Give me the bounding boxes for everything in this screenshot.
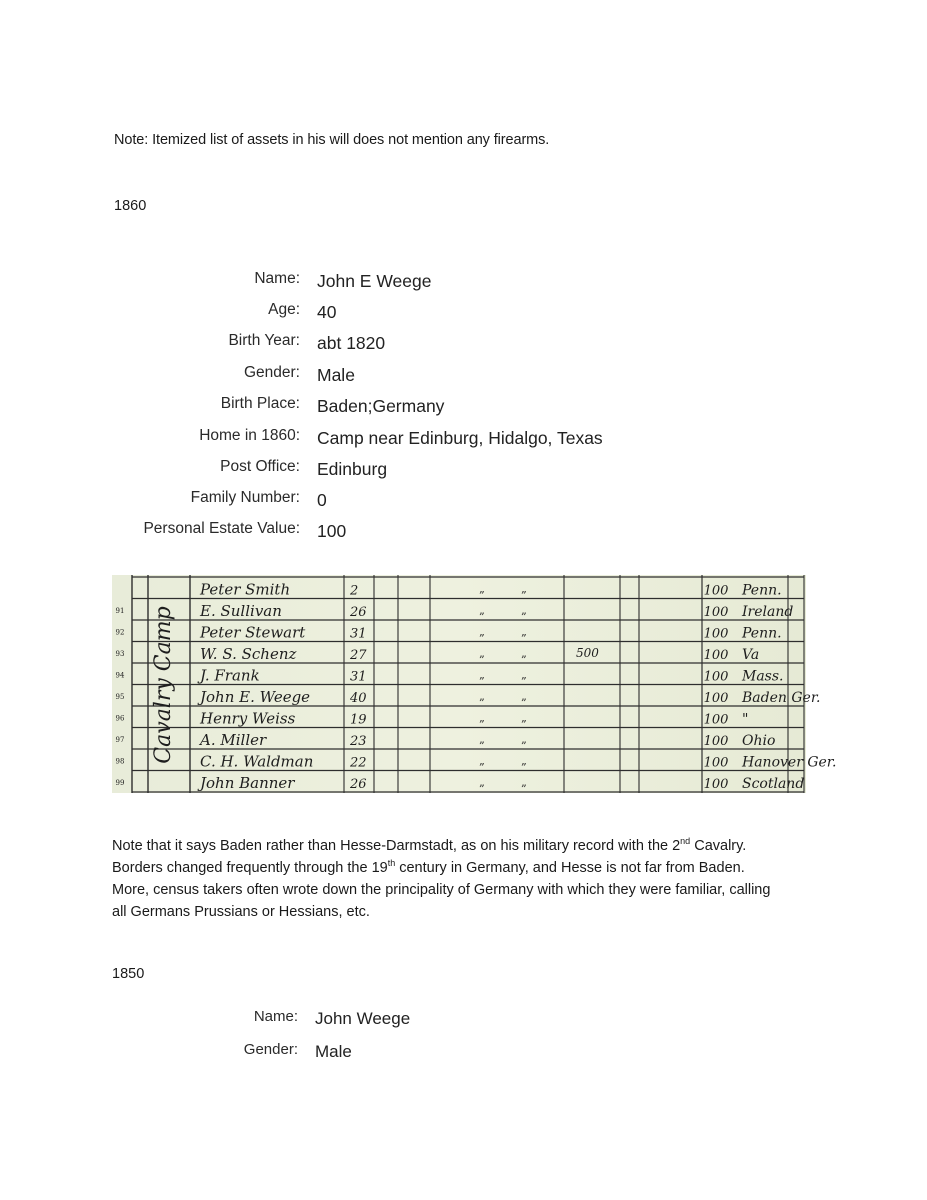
ledger-name-entry: Peter Smith <box>200 580 291 599</box>
ledger-birthplace-entry: Penn. <box>742 625 782 642</box>
ledger-value-entry: 100 <box>703 755 729 771</box>
ledger-ditto-mark: „ <box>521 690 527 703</box>
record-row-gender <box>100 364 660 386</box>
ledger-ditto-mark: „ <box>521 776 527 789</box>
record-row-family-number <box>100 489 660 511</box>
ledger-age-entry: 26 <box>350 605 367 620</box>
record-label: Family Number: <box>190 489 300 506</box>
record-row-home <box>100 427 660 449</box>
ledger-age-entry: 19 <box>350 712 367 728</box>
record-value: Edinburg <box>317 459 388 479</box>
record-label: Name: <box>253 1008 298 1025</box>
ledger-birthplace-entry: Penn. <box>742 582 782 599</box>
record-value: John Weege <box>315 1009 411 1028</box>
ledger-value-entry: 100 <box>703 734 729 749</box>
ledger-ditto-mark: „ <box>521 647 527 660</box>
ledger-line-number: 96 <box>115 714 125 723</box>
ledger-name-entry: Peter Stewart <box>200 623 306 642</box>
ledger-ditto-mark: „ <box>521 754 527 768</box>
year-heading-1850: 1850 <box>112 966 145 982</box>
ledger-age-entry: 27 <box>350 648 367 663</box>
paragraph-text: Borders changed frequently through the 19 <box>112 860 388 876</box>
ledger-value-entry: 100 <box>703 626 729 642</box>
record-row-birth-year <box>100 332 660 354</box>
paragraph-text: century in Germany, and Hesse is not far from Baden. <box>395 860 745 876</box>
ledger-value-entry: 100 <box>703 777 729 792</box>
ledger-line-number: 97 <box>115 736 125 744</box>
record-label: Birth Place: <box>220 395 300 412</box>
ledger-ditto-mark: „ <box>479 690 485 703</box>
ledger-age-entry: 40 <box>350 691 367 706</box>
record-row-age <box>100 301 660 323</box>
ledger-name-entry: E. Sullivan <box>200 602 282 620</box>
paragraph-text: Note that it says Baden rather than Hesse-Darmstadt, as on his military record with the 2 <box>112 838 681 854</box>
ledger-ditto-mark: „ <box>521 733 527 746</box>
ledger-line-number: 95 <box>115 693 125 701</box>
ledger-name-entry: Henry Weiss <box>200 709 296 728</box>
record-value: 100 <box>317 521 347 541</box>
ledger-birthplace-entry: Hanover Ger. <box>742 754 837 771</box>
paragraph-line-3: More, census takers often wrote down the principality of Germany with which they were familiar, calling <box>112 882 771 898</box>
record-value: Baden;Germany <box>317 396 445 416</box>
ledger-ditto-mark: „ <box>521 582 527 596</box>
ledger-value-entry: 100 <box>703 648 729 663</box>
ledger-birthplace-entry: Mass. <box>742 668 784 685</box>
ledger-real-estate-entry: 500 <box>576 646 599 660</box>
ledger-name-entry: John E. Weege <box>200 688 311 706</box>
ledger-birthplace-entry: Va <box>742 647 760 663</box>
ledger-ditto-mark: „ <box>479 582 485 596</box>
ledger-name-entry: C. H. Waldman <box>200 752 314 771</box>
record-label: Gender: <box>243 364 300 381</box>
ledger-birthplace-entry: " <box>742 711 749 728</box>
firearms-note: Note: Itemized list of assets in his will does not mention any firearms. <box>114 132 550 148</box>
record-value: 40 <box>317 302 337 322</box>
record-label: Name: <box>254 270 300 287</box>
ledger-ditto-mark: „ <box>479 776 485 789</box>
census-page-scan-image <box>112 575 837 793</box>
record-value: 0 <box>317 490 327 510</box>
record-row-estate-value <box>100 520 660 542</box>
paragraph-line-4: all Germans Prussians or Hessians, etc. <box>112 904 370 920</box>
record-value: abt 1820 <box>317 333 386 353</box>
paragraph-text: Cavalry. <box>690 838 747 854</box>
record-row-post-office <box>100 458 660 480</box>
record-label: Home in 1860: <box>199 427 300 444</box>
ledger-name-entry: John Banner <box>200 774 295 792</box>
ledger-ditto-mark: „ <box>521 625 527 639</box>
ledger-name-entry: A. Miller <box>200 731 267 749</box>
ledger-birthplace-entry: Baden Ger. <box>742 690 821 706</box>
record-label: Personal Estate Value: <box>143 520 300 537</box>
ledger-birthplace-entry: Ohio <box>742 733 776 749</box>
record-row-gender <box>100 1041 660 1063</box>
ledger-side-note: Cavalry Camp <box>151 606 176 764</box>
ledger-birthplace-entry: Ireland <box>742 604 794 620</box>
ordinal-superscript: th <box>387 858 396 869</box>
ledger-line-number: 93 <box>115 650 125 658</box>
ledger-birthplace-entry: Scotland <box>742 776 805 792</box>
ledger-ditto-mark: „ <box>479 604 485 617</box>
record-row-name <box>100 1008 660 1030</box>
ledger-age-entry: 22 <box>350 755 367 771</box>
record-value: John E Weege <box>317 271 432 291</box>
paragraph-line-2 <box>112 857 812 879</box>
ledger-age-entry: 31 <box>350 669 367 685</box>
record-value: Camp near Edinburg, Hidalgo, Texas <box>317 428 603 448</box>
record-value: Male <box>317 365 355 385</box>
record-row-birth-place <box>100 395 660 417</box>
ledger-value-entry: 100 <box>703 605 729 620</box>
ledger-ditto-mark: „ <box>479 754 485 768</box>
ledger-value-entry: 100 <box>703 669 729 685</box>
ledger-ditto-mark: „ <box>521 668 527 682</box>
record-label: Birth Year: <box>228 332 300 349</box>
year-heading-1860: 1860 <box>114 198 147 214</box>
ledger-ditto-mark: „ <box>521 604 527 617</box>
ledger-age-entry: 23 <box>350 734 367 749</box>
ledger-ditto-mark: „ <box>479 733 485 746</box>
ledger-line-number: 99 <box>115 779 125 787</box>
ledger-age-entry: 31 <box>350 626 367 642</box>
record-row-name <box>100 270 660 292</box>
ledger-ditto-mark: „ <box>521 711 527 725</box>
paragraph-line-1 <box>112 835 812 857</box>
record-label: Post Office: <box>220 458 300 475</box>
ledger-age-entry: 26 <box>350 777 367 792</box>
ledger-value-entry: 100 <box>703 583 729 599</box>
ledger-value-entry: 100 <box>703 712 729 728</box>
record-label: Gender: <box>243 1041 298 1058</box>
ledger-age-entry: 2 <box>350 583 359 599</box>
ordinal-superscript: nd <box>680 836 691 847</box>
ledger-line-number: 98 <box>115 757 125 766</box>
ledger-line-number: 94 <box>115 671 125 680</box>
explanation-paragraph <box>112 835 812 923</box>
ledger-line-number: 91 <box>115 607 125 615</box>
ledger-line-number: 92 <box>115 628 125 637</box>
ledger-value-entry: 100 <box>703 691 729 706</box>
ledger-ditto-mark: „ <box>479 711 485 725</box>
ledger-ditto-mark: „ <box>479 647 485 660</box>
record-value: Male <box>315 1042 352 1061</box>
ledger-name-entry: J. Frank <box>200 666 260 685</box>
ledger-ditto-mark: „ <box>479 668 485 682</box>
ledger-ditto-mark: „ <box>479 625 485 639</box>
ledger-name-entry: W. S. Schenz <box>200 645 297 663</box>
record-label: Age: <box>268 301 300 318</box>
